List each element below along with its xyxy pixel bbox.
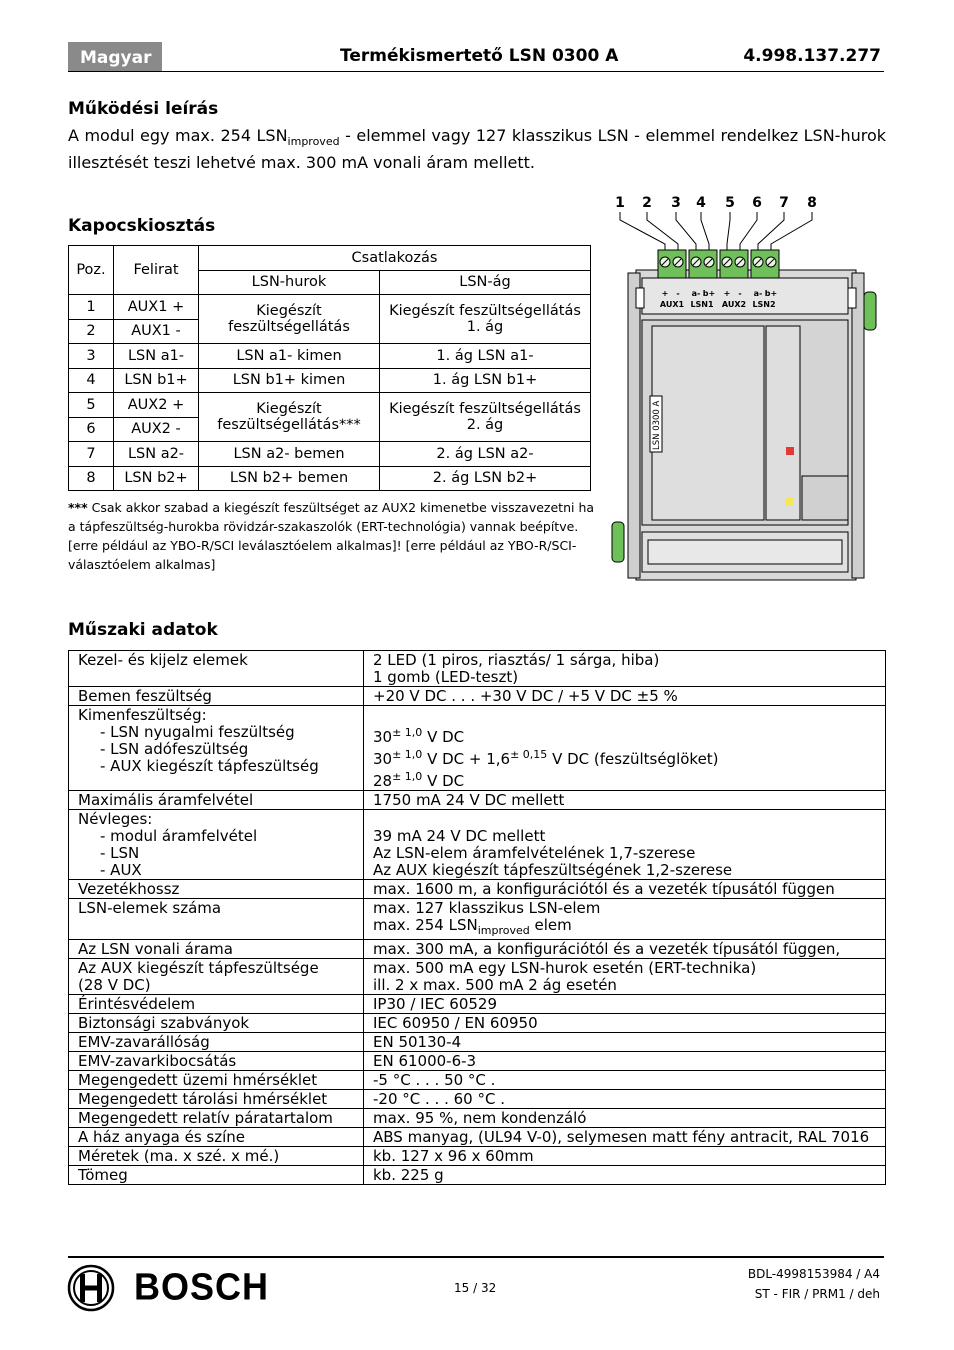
leader-lines <box>620 212 812 254</box>
table-row <box>69 1052 886 1071</box>
spec-value-line: Az AUX kiegészít tápfeszültségének 1,2-szerese <box>373 861 733 879</box>
leader-line <box>727 212 730 254</box>
terminal-number: 4 <box>696 195 706 211</box>
spec-name-line: Megengedett üzemi hmérséklet <box>78 1071 318 1089</box>
cell-label: LSN a1- <box>114 344 199 369</box>
spec-name-line: EMV-zavarállóság <box>78 1033 210 1051</box>
spec-value <box>364 880 886 899</box>
col-header-lsn-loop: LSN-hurok <box>199 270 380 295</box>
spec-name <box>69 810 364 880</box>
spec-name <box>69 1166 364 1185</box>
spec-name-line: Az LSN vonali árama <box>78 940 233 958</box>
leader-line <box>701 212 709 254</box>
spec-name <box>69 687 364 706</box>
spec-name <box>69 706 364 791</box>
col-header-connection: Csatlakozás <box>199 246 591 271</box>
table-row <box>69 810 886 880</box>
spec-name <box>69 940 364 959</box>
led-yellow-fault <box>786 498 794 506</box>
cell-loop: LSN b2+ bemen <box>199 466 380 491</box>
cell-label: AUX2 + <box>114 393 199 418</box>
leader-line <box>771 212 812 254</box>
cell-aux1-loop: Kiegészít feszültségellátás <box>199 295 380 344</box>
spec-value-line: kb. 225 g <box>373 1166 444 1184</box>
spec-value-line: ill. 2 x max. 500 mA 2 ág esetén <box>373 976 617 994</box>
spec-value <box>364 1033 886 1052</box>
bosch-wordmark: BOSCH <box>134 1264 270 1308</box>
spec-value-line: $28^{\pm 1,0}$ V DC <box>373 770 465 790</box>
table-row <box>69 368 591 393</box>
spec-value-line: -5 °C . . . 50 °C . <box>373 1071 496 1089</box>
spec-value <box>364 1166 886 1185</box>
spec-name-line: - LSN nyugalmi feszültség <box>100 723 295 741</box>
spec-name <box>69 880 364 899</box>
table-row <box>69 393 591 418</box>
leader-line <box>620 212 665 254</box>
spec-value <box>364 1052 886 1071</box>
spec-name-line: Maximális áramfelvétel <box>78 791 254 809</box>
spec-value-line: max. 95 %, nem kondenzáló <box>373 1109 587 1127</box>
clip-right-top <box>848 288 856 308</box>
spec-name <box>69 1128 364 1147</box>
spec-name <box>69 1147 364 1166</box>
spec-name <box>69 899 364 940</box>
terminal-number: 6 <box>752 195 762 211</box>
cell-loop: LSN a2- bemen <box>199 442 380 467</box>
terminal-mark: + <box>723 289 731 298</box>
language-label: Magyar <box>68 42 162 72</box>
terminal-mark: b+ <box>702 289 716 298</box>
footnote-text: Csak akkor szabad a kiegészít feszültséget az AUX2 kimenetbe visszavezetni ha a tápfeszültség-hurokba rövidzár-szakaszolók (ERT-technológia) vannak beépítve. [erre például az YBO-R/SCI leválasztóelem alkalmas]! [erre például az YBO-R/SCI-választóelem alkalmas] <box>68 500 595 572</box>
spec-name-line: Biztonsági szabványok <box>78 1014 250 1032</box>
table-row <box>69 1147 886 1166</box>
table-row <box>69 1109 886 1128</box>
spec-value-line: 39 mA 24 V DC mellett <box>373 827 546 845</box>
cell-branch: 2. ág LSN b2+ <box>380 466 591 491</box>
description-text: A modul egy max. 254 $LSN_{improved}$ - elemmel vagy 127 klasszikus LSN - elemmel rendelkez LSN-hurok illesztését teszi lehetvé max. 300 mA vonali áram mellett. <box>68 126 887 173</box>
spec-name-line: Névleges: <box>78 810 153 828</box>
table-row <box>69 442 591 467</box>
spec-value-line <box>373 811 876 828</box>
spec-value-line: 2 LED (1 piros, riasztás/ 1 sárga, hiba) <box>373 651 660 669</box>
bottom-slot <box>648 540 842 564</box>
spec-value-line: max. 127 klasszikus LSN-elem <box>373 899 601 917</box>
spec-name-line: - AUX <box>100 861 142 879</box>
terminal-number: 1 <box>615 195 625 211</box>
spec-value-line: 1 gomb (LED-teszt) <box>373 668 519 686</box>
clip-left-top <box>636 288 644 308</box>
spec-name-line: (28 V DC) <box>78 976 151 994</box>
spec-name <box>69 1052 364 1071</box>
table-row <box>69 706 886 791</box>
spec-value <box>364 959 886 995</box>
spec-name-line: A ház anyaga és színe <box>78 1128 246 1146</box>
spec-value <box>364 687 886 706</box>
spec-name <box>69 1014 364 1033</box>
terminal-number: 2 <box>642 195 652 211</box>
table-row <box>69 899 886 940</box>
spec-name-line: Méretek (ma. x szé. x mé.) <box>78 1147 280 1165</box>
cell-pos: 1 <box>69 295 114 320</box>
spec-value-line <box>373 707 876 724</box>
cell-loop: LSN b1+ kimen <box>199 368 380 393</box>
table-row <box>69 1014 886 1033</box>
bosch-logo-icon <box>67 1264 115 1312</box>
spec-value <box>364 1147 886 1166</box>
cell-label: LSN a2- <box>114 442 199 467</box>
spec-name-line: Bemen feszültség <box>78 687 212 705</box>
cell-aux2-loop: Kiegészít feszültségellátás*** <box>199 393 380 442</box>
spec-name-line: - AUX kiegészít tápfeszültség <box>100 757 319 775</box>
spec-value <box>364 995 886 1014</box>
cell-label: AUX2 - <box>114 417 199 442</box>
tech-heading: Műszaki adatok <box>68 620 218 640</box>
spec-name <box>69 791 364 810</box>
terminal-mark: - <box>738 289 742 298</box>
spec-name-line: Vezetékhossz <box>78 880 180 898</box>
terminal-mark: - <box>676 289 680 298</box>
spec-value-line: IP30 / IEC 60529 <box>373 995 498 1013</box>
terminal-number: 3 <box>671 195 681 211</box>
cell-pos: 2 <box>69 319 114 344</box>
spec-name-line: - modul áramfelvétel <box>100 827 258 845</box>
spec-name-line: Kimenfeszültség: <box>78 706 207 724</box>
footer-rule <box>68 1256 884 1258</box>
spec-value-line: IEC 60950 / EN 60950 <box>373 1014 538 1032</box>
spec-name-line: LSN-elemek száma <box>78 899 222 917</box>
terminal-number: 7 <box>779 195 789 211</box>
col-header-label: Felirat <box>114 246 199 295</box>
spec-value <box>364 1128 886 1147</box>
spec-value-line: EN 50130-4 <box>373 1033 462 1051</box>
spec-value-line: max. 1600 m, a konfigurációtól és a vezeték típusától függen <box>373 880 835 898</box>
table-row <box>69 651 886 687</box>
doc-reference: BDL-4998153984 / A4 <box>747 1267 880 1281</box>
description-heading: Működési leírás <box>68 99 219 119</box>
cover-panel <box>652 326 764 520</box>
spec-name <box>69 1090 364 1109</box>
terminal-label: LSN2 <box>752 300 776 309</box>
terminal-mark: a- <box>691 289 701 298</box>
table-row <box>69 687 886 706</box>
housing-rail-left <box>628 273 640 578</box>
cell-branch: 1. ág LSN a1- <box>380 344 591 369</box>
spec-value <box>364 1090 886 1109</box>
cell-loop: LSN a1- kimen <box>199 344 380 369</box>
led-red-alarm <box>786 447 794 455</box>
terminal-number: 5 <box>725 195 735 211</box>
test-button-housing <box>802 476 848 520</box>
spec-value <box>364 1109 886 1128</box>
cell-branch: 1. ág LSN b1+ <box>380 368 591 393</box>
terminal-label: AUX1 <box>659 300 685 309</box>
spec-value-line: $30^{\pm 1,0}$ V DC + $1,6^{\pm 0,15}$ V DC (feszültséglöket) <box>373 748 719 768</box>
pinout-footnote <box>68 498 596 574</box>
cell-pos: 4 <box>69 368 114 393</box>
terminal-mark: b+ <box>764 289 778 298</box>
spec-name <box>69 959 364 995</box>
spec-name-line: - LSN <box>100 844 140 862</box>
cell-label: AUX1 - <box>114 319 199 344</box>
cell-label: LSN b1+ <box>114 368 199 393</box>
spec-name-line: Tömeg <box>78 1166 128 1184</box>
col-header-lsn-branch: LSN-ág <box>380 270 591 295</box>
spec-value <box>364 1014 886 1033</box>
page-number: 15 / 32 <box>454 1281 497 1295</box>
spec-name <box>69 1071 364 1090</box>
tech-table <box>68 650 886 1185</box>
leader-line <box>647 212 678 254</box>
cell-branch: 2. ág LSN a2- <box>380 442 591 467</box>
spec-value-line: $30^{\pm 1,0}$ V DC <box>373 726 465 746</box>
spec-name <box>69 651 364 687</box>
spec-value <box>364 810 886 880</box>
document-number: 4.998.137.277 <box>743 46 881 66</box>
spec-name-line: Az AUX kiegészít tápfeszültsége <box>78 959 319 977</box>
spec-value-line: Az LSN-elem áramfelvételének 1,7-szerese <box>373 844 696 862</box>
leader-line <box>676 212 696 254</box>
cell-pos: 6 <box>69 417 114 442</box>
cell-pos: 7 <box>69 442 114 467</box>
spec-name <box>69 995 364 1014</box>
table-row <box>69 940 886 959</box>
spec-value-line: max. 254 $LSN_{improved}$ elem <box>373 916 572 937</box>
spec-value-line: -20 °C . . . 60 °C . <box>373 1090 505 1108</box>
cell-pos: 5 <box>69 393 114 418</box>
spec-name-line: EMV-zavarkibocsátás <box>78 1052 237 1070</box>
spec-name-line: Megengedett relatív páratartalom <box>78 1109 333 1127</box>
table-row <box>69 1128 886 1147</box>
terminal-mark: + <box>661 289 669 298</box>
terminal-label: LSN1 <box>690 300 714 309</box>
spec-value-line: max. 300 mA, a konfigurációtól és a vezeték típusától függen, <box>373 940 841 958</box>
spec-value-line: +20 V DC . . . +30 V DC / +5 V DC ±5 % <box>373 687 678 705</box>
spec-value-line: kb. 127 x 96 x 60mm <box>373 1147 534 1165</box>
spec-value-line: 1750 mA 24 V DC mellett <box>373 791 565 809</box>
spec-value <box>364 706 886 791</box>
document-title: Termékismertető LSN 0300 A <box>340 46 619 66</box>
spec-value-line: max. 500 mA egy LSN-hurok esetén (ERT-technika) <box>373 959 757 977</box>
spec-value <box>364 940 886 959</box>
spec-value-line: EN 61000-6-3 <box>373 1052 477 1070</box>
table-row <box>69 1071 886 1090</box>
spec-name-line: Érintésvédelem <box>78 995 196 1013</box>
table-row <box>69 295 591 320</box>
spec-value <box>364 791 886 810</box>
table-row <box>69 791 886 810</box>
table-row <box>69 344 591 369</box>
spec-name <box>69 1109 364 1128</box>
footnote-mark: *** <box>68 500 88 515</box>
table-row <box>69 995 886 1014</box>
spec-name <box>69 1033 364 1052</box>
terminal-mark: a- <box>753 289 763 298</box>
cell-label: AUX1 + <box>114 295 199 320</box>
terminal-label: AUX2 <box>721 300 747 309</box>
leader-line <box>740 212 757 254</box>
table-row <box>69 1166 886 1185</box>
spec-name-line: - LSN adófeszültség <box>100 740 249 758</box>
cell-label: LSN b2+ <box>114 466 199 491</box>
spec-name-line: Kezel- és kijelz elemek <box>78 651 248 669</box>
pinout-heading: Kapocskiosztás <box>68 216 216 236</box>
cover-side-panel <box>766 326 800 520</box>
table-row <box>69 1033 886 1052</box>
spec-value <box>364 899 886 940</box>
module-diagram <box>606 188 886 588</box>
table-row <box>69 880 886 899</box>
housing-rail-right <box>852 273 864 578</box>
col-header-pos: Poz. <box>69 246 114 295</box>
department-code: ST - FIR / PRM1 / deh <box>754 1287 880 1301</box>
terminal-numbers <box>615 195 817 211</box>
cell-pos: 3 <box>69 344 114 369</box>
spec-name-line: Megengedett tárolási hmérséklet <box>78 1090 328 1108</box>
spec-value <box>364 1071 886 1090</box>
spec-value <box>364 651 886 687</box>
table-row <box>69 959 886 995</box>
module-label: LSN 0300 A <box>652 400 662 450</box>
cell-aux1-branch: Kiegészít feszültségellátás 1. ág <box>380 295 591 344</box>
cell-aux2-branch: Kiegészít feszültségellátás 2. ág <box>380 393 591 442</box>
table-row <box>69 1090 886 1109</box>
table-row <box>69 466 591 491</box>
terminal-number: 8 <box>807 195 817 211</box>
spec-value-line: ABS manyag, (UL94 V-0), selymesen matt fény antracit, RAL 7016 <box>373 1128 870 1146</box>
header-rule <box>68 71 884 72</box>
pinout-table <box>68 245 591 491</box>
cell-pos: 8 <box>69 466 114 491</box>
